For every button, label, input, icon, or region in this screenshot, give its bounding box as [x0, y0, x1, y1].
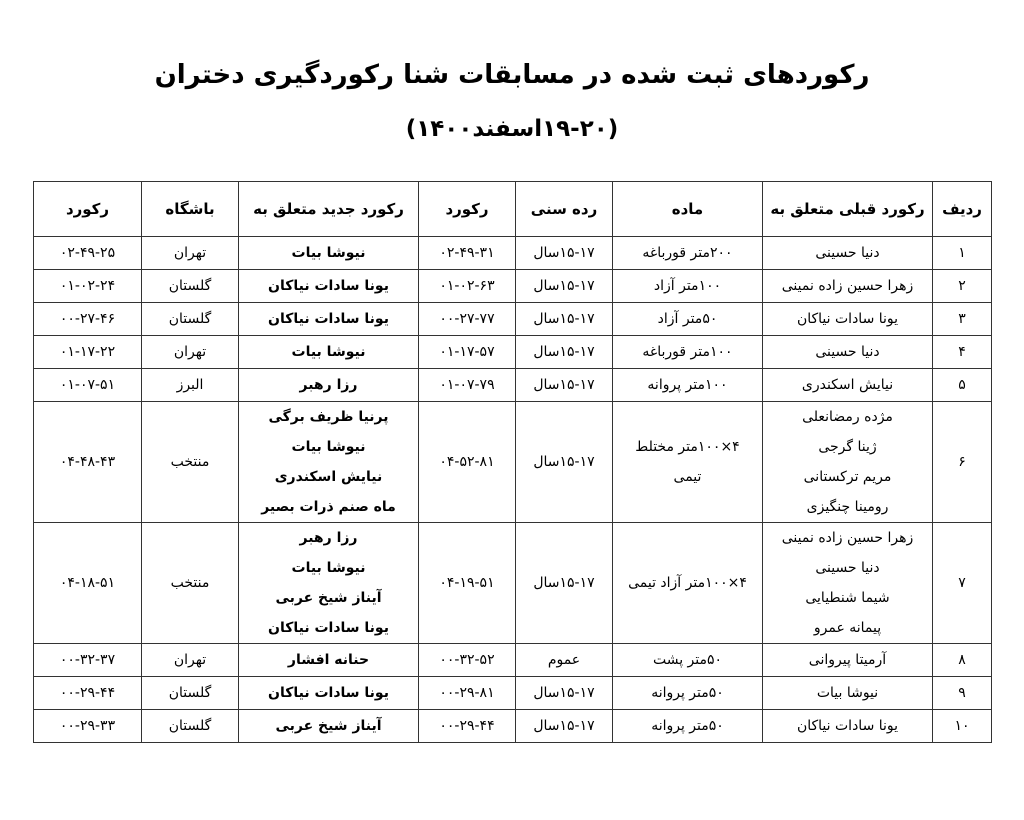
cell-line: شیما شنطیایی	[805, 590, 890, 606]
cell-line: رزا رهبر	[299, 530, 358, 546]
cell-line: ۴×۱۰۰متر مختلط	[635, 439, 740, 455]
cell-radif	[933, 677, 992, 710]
cell-new-record-text: ۰۰-۲۹-۴۴	[59, 685, 116, 701]
cell-new-record-text: ۰۲-۴۹-۲۵	[59, 245, 116, 261]
cell-old-record	[419, 402, 516, 523]
cell-club	[142, 402, 239, 523]
cell-line: یونا سادات نیاکان	[268, 311, 389, 327]
table-row	[34, 644, 992, 677]
cell-radif	[933, 369, 992, 402]
cell-line: دنیا حسینی	[815, 344, 880, 360]
cell-club	[142, 336, 239, 369]
cell-radif	[933, 303, 992, 336]
cell-new-record	[34, 523, 142, 644]
cell-line: ۴×۱۰۰متر آزاد تیمی	[628, 575, 747, 591]
cell-event	[613, 270, 763, 303]
header-age-group: رده سنی	[516, 182, 613, 237]
cell-line: رزا رهبر	[299, 377, 358, 393]
cell-old-record-text: ۰۰-۲۹-۴۴	[439, 718, 495, 734]
table-row	[34, 270, 992, 303]
cell-line: ماه صنم ذرات بصیر	[261, 499, 396, 515]
cell-club	[142, 710, 239, 743]
cell-new-holder	[239, 677, 419, 710]
cell-line: ژینا گرجی	[818, 439, 877, 455]
cell-line: ۵۰متر پشت	[652, 652, 723, 668]
cell-age-group-text: ۱۵-۱۷سال	[533, 575, 595, 591]
cell-line: مریم ترکستانی	[803, 469, 892, 485]
cell-old-record-text: ۰۰-۲۷-۷۷	[439, 311, 495, 327]
header-new-record: رکورد	[34, 182, 142, 237]
cell-club-text: منتخب	[170, 575, 210, 591]
cell-new-holder	[239, 523, 419, 644]
cell-prev-holder	[763, 677, 933, 710]
cell-new-record	[34, 677, 142, 710]
cell-radif	[933, 523, 992, 644]
cell-new-holder	[239, 644, 419, 677]
cell-prev-holder	[763, 644, 933, 677]
cell-new-holder	[239, 303, 419, 336]
cell-club-text: گلستان	[168, 718, 212, 734]
records-table	[33, 181, 992, 743]
cell-new-holder	[239, 270, 419, 303]
cell-event	[613, 237, 763, 270]
cell-radif	[933, 270, 992, 303]
cell-age-group-text: ۱۵-۱۷سال	[533, 344, 595, 360]
cell-prev-holder	[763, 270, 933, 303]
cell-club-text: گلستان	[168, 278, 212, 294]
cell-club-text: تهران	[173, 245, 207, 261]
cell-radif-text: ۷	[958, 575, 966, 591]
cell-new-record	[34, 710, 142, 743]
cell-age-group-text: ۱۵-۱۷سال	[533, 685, 595, 701]
cell-club-text: گلستان	[168, 311, 212, 327]
cell-event	[613, 402, 763, 523]
cell-new-record	[34, 303, 142, 336]
cell-radif-text: ۴	[958, 344, 966, 360]
table-row	[34, 402, 992, 523]
cell-prev-holder	[763, 402, 933, 523]
cell-age-group-text: ۱۵-۱۷سال	[533, 245, 595, 261]
cell-line: یونا سادات نیاکان	[796, 718, 899, 734]
header-radif: ردیف	[933, 182, 992, 237]
table-row	[34, 369, 992, 402]
cell-new-record-text: ۰۴-۴۸-۴۳	[59, 454, 116, 470]
cell-age-group-text: ۱۵-۱۷سال	[533, 311, 595, 327]
cell-radif-text: ۶	[958, 454, 966, 470]
cell-event	[613, 369, 763, 402]
cell-club	[142, 270, 239, 303]
cell-radif	[933, 237, 992, 270]
table-row	[34, 237, 992, 270]
cell-line: ۵۰متر پروانه	[651, 685, 724, 701]
cell-old-record-text: ۰۲-۴۹-۳۱	[439, 245, 495, 261]
cell-line: زهرا حسین زاده نمینی	[781, 530, 914, 546]
cell-age-group	[516, 677, 613, 710]
cell-line: ۲۰۰متر قورباغه	[642, 245, 733, 261]
cell-new-record-text: ۰۱-۰۷-۵۱	[59, 377, 116, 393]
cell-line: ۱۰۰متر آزاد	[653, 278, 722, 294]
cell-line: نیوشا بیات	[291, 560, 366, 576]
cell-radif-text: ۳	[958, 311, 966, 327]
cell-event	[613, 523, 763, 644]
cell-new-record-text: ۰۰-۳۲-۳۷	[59, 652, 116, 668]
cell-line: زهرا حسین زاده نمینی	[781, 278, 914, 294]
cell-line: ۵۰متر آزاد	[657, 311, 718, 327]
cell-club-text: البرز	[176, 377, 204, 393]
cell-club	[142, 644, 239, 677]
cell-line: حنانه افشار	[287, 652, 370, 668]
cell-radif-text: ۲	[958, 278, 966, 294]
cell-line: یونا سادات نیاکان	[268, 278, 389, 294]
cell-new-holder	[239, 336, 419, 369]
cell-old-record	[419, 523, 516, 644]
cell-line: مژده رمضانعلی	[802, 409, 893, 425]
cell-prev-holder	[763, 336, 933, 369]
cell-line: ۱۰۰متر پروانه	[647, 377, 728, 393]
cell-prev-holder	[763, 710, 933, 743]
cell-line: یونا سادات نیاکان	[268, 685, 389, 701]
page-title: رکوردهای ثبت شده در مسابقات شنا رکوردگیری دختران	[154, 60, 870, 90]
cell-age-group	[516, 237, 613, 270]
cell-line: پرنیا ظریف برگی	[268, 409, 389, 425]
cell-event	[613, 303, 763, 336]
cell-line: آرمیتا پیروانی	[808, 652, 887, 668]
cell-club-text: تهران	[173, 652, 207, 668]
table-body	[34, 237, 992, 743]
cell-radif	[933, 336, 992, 369]
cell-old-record-text: ۰۴-۵۲-۸۱	[439, 454, 495, 470]
cell-old-record	[419, 710, 516, 743]
cell-age-group-text: ۱۵-۱۷سال	[533, 718, 595, 734]
cell-age-group	[516, 369, 613, 402]
cell-line: نیایش اسکندری	[801, 377, 894, 393]
cell-new-holder	[239, 402, 419, 523]
cell-line: نیوشا بیات	[291, 245, 366, 261]
cell-line: دنیا حسینی	[815, 560, 880, 576]
header-prev-holder: رکورد قبلی متعلق به	[763, 182, 933, 237]
cell-new-record-text: ۰۱-۰۲-۲۴	[59, 278, 116, 294]
cell-age-group	[516, 270, 613, 303]
table-row	[34, 710, 992, 743]
cell-club	[142, 677, 239, 710]
cell-old-record-text: ۰۰-۳۲-۵۲	[439, 652, 495, 668]
cell-new-record	[34, 402, 142, 523]
cell-old-record	[419, 369, 516, 402]
cell-line: آیناز شیخ عربی	[275, 590, 382, 606]
cell-old-record	[419, 644, 516, 677]
header-club: باشگاه	[142, 182, 239, 237]
cell-line: پیمانه عمرو	[813, 620, 882, 636]
cell-radif-text: ۱	[958, 245, 966, 261]
cell-prev-holder	[763, 237, 933, 270]
cell-new-record-text: ۰۱-۱۷-۲۲	[59, 344, 116, 360]
cell-line: یونا سادات نیاکان	[796, 311, 899, 327]
cell-new-record	[34, 237, 142, 270]
cell-radif	[933, 644, 992, 677]
cell-radif-text: ۸	[958, 652, 966, 668]
cell-line: ۱۰۰متر قورباغه	[642, 344, 733, 360]
table-row	[34, 523, 992, 644]
cell-event	[613, 644, 763, 677]
cell-new-record-text: ۰۰-۲۷-۴۶	[59, 311, 116, 327]
cell-age-group	[516, 402, 613, 523]
cell-old-record	[419, 270, 516, 303]
cell-radif	[933, 710, 992, 743]
cell-line: نیوشا بیات	[291, 439, 366, 455]
cell-club	[142, 237, 239, 270]
cell-new-holder	[239, 710, 419, 743]
cell-new-record	[34, 336, 142, 369]
cell-line: نیایش اسکندری	[274, 469, 383, 485]
cell-line: نیوشا بیات	[291, 344, 366, 360]
header-row	[34, 182, 992, 237]
header-new-holder: رکورد جدید متعلق به	[239, 182, 419, 237]
cell-old-record	[419, 677, 516, 710]
cell-new-record	[34, 270, 142, 303]
cell-age-group-text: ۱۵-۱۷سال	[533, 278, 595, 294]
table-row	[34, 303, 992, 336]
cell-line: تیمی	[673, 469, 702, 485]
cell-radif-text: ۹	[958, 685, 966, 701]
cell-age-group-text: ۱۵-۱۷سال	[533, 377, 595, 393]
cell-age-group-text: عموم	[547, 652, 581, 668]
cell-club	[142, 303, 239, 336]
cell-club	[142, 369, 239, 402]
cell-age-group-text: ۱۵-۱۷سال	[533, 454, 595, 470]
cell-old-record-text: ۰۱-۱۷-۵۷	[439, 344, 495, 360]
cell-age-group	[516, 523, 613, 644]
cell-radif-text: ۵	[958, 377, 966, 393]
cell-age-group	[516, 303, 613, 336]
cell-prev-holder	[763, 523, 933, 644]
cell-radif-text: ۱۰	[954, 718, 970, 734]
cell-old-record-text: ۰۰-۲۹-۸۱	[439, 685, 495, 701]
cell-age-group	[516, 644, 613, 677]
cell-club	[142, 523, 239, 644]
cell-old-record-text: ۰۱-۰۷-۷۹	[439, 377, 495, 393]
cell-old-record	[419, 336, 516, 369]
cell-line: ۵۰متر پروانه	[651, 718, 724, 734]
cell-new-record	[34, 644, 142, 677]
cell-age-group	[516, 336, 613, 369]
cell-line: رومینا چنگیزی	[806, 499, 889, 515]
cell-new-holder	[239, 369, 419, 402]
cell-prev-holder	[763, 369, 933, 402]
cell-line: آیناز شیخ عربی	[275, 718, 382, 734]
cell-line: دنیا حسینی	[815, 245, 880, 261]
cell-old-record	[419, 237, 516, 270]
cell-old-record	[419, 303, 516, 336]
cell-prev-holder	[763, 303, 933, 336]
cell-event	[613, 336, 763, 369]
cell-old-record-text: ۰۱-۰۲-۶۳	[439, 278, 495, 294]
cell-new-record-text: ۰۴-۱۸-۵۱	[59, 575, 116, 591]
page-subtitle: (۱۹-۲۰اسفند۱۴۰۰)	[405, 116, 619, 142]
header-old-record: رکورد	[419, 182, 516, 237]
cell-age-group	[516, 710, 613, 743]
header-event: ماده	[613, 182, 763, 237]
cell-new-record	[34, 369, 142, 402]
cell-event	[613, 677, 763, 710]
table-row	[34, 336, 992, 369]
cell-new-record-text: ۰۰-۲۹-۳۳	[59, 718, 116, 734]
cell-club-text: تهران	[173, 344, 207, 360]
cell-club-text: منتخب	[170, 454, 210, 470]
cell-line: نیوشا بیات	[816, 685, 879, 701]
cell-line: یونا سادات نیاکان	[268, 620, 389, 636]
cell-new-holder	[239, 237, 419, 270]
cell-old-record-text: ۰۴-۱۹-۵۱	[439, 575, 495, 591]
table-row	[34, 677, 992, 710]
cell-event	[613, 710, 763, 743]
cell-radif	[933, 402, 992, 523]
cell-club-text: گلستان	[168, 685, 212, 701]
